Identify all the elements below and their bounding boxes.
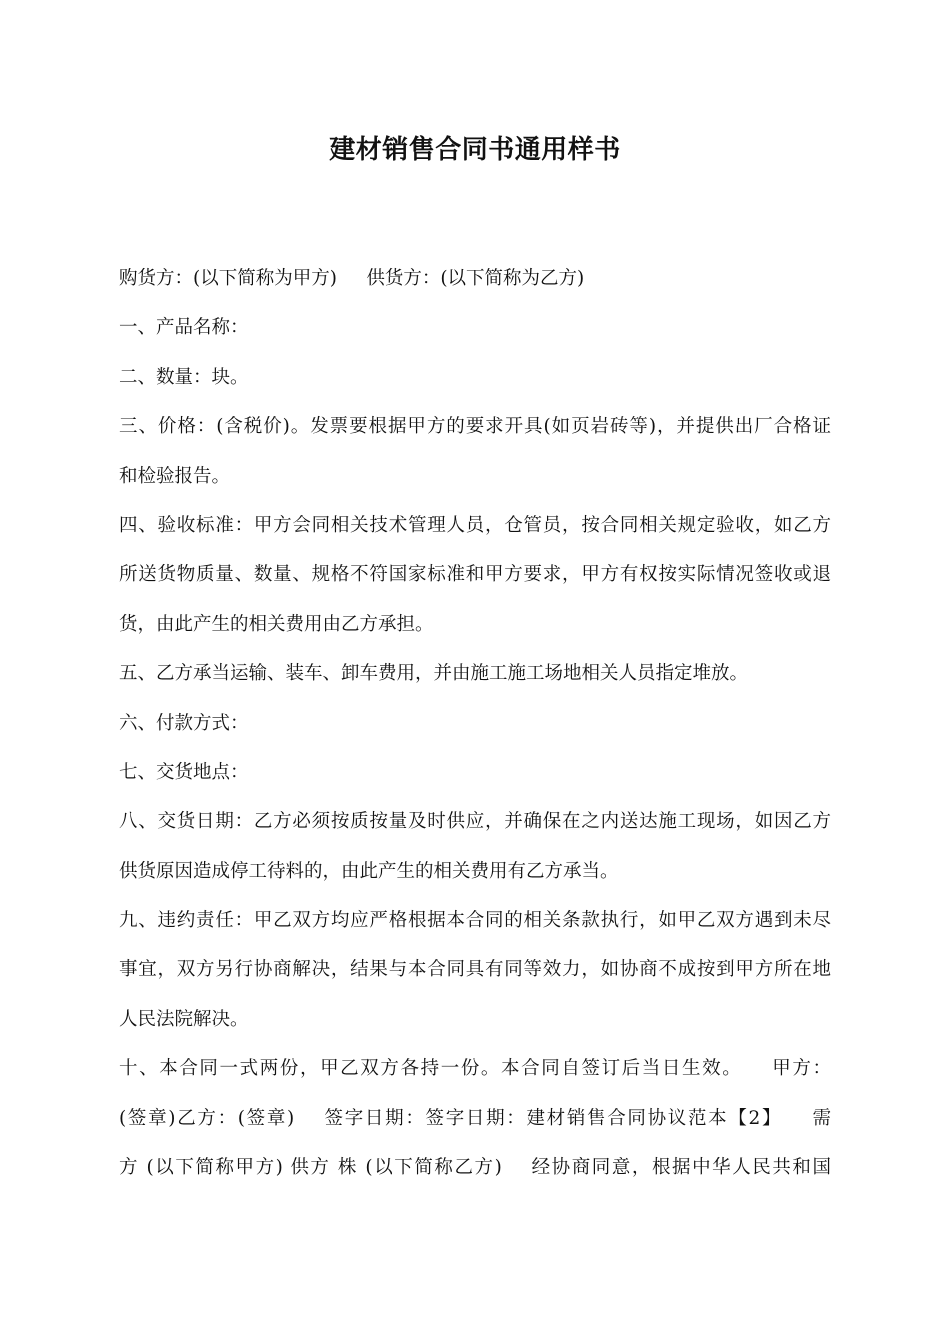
clause-3-price-line-1: 三、价格：(含税价)。发票要根据甲方的要求开具(如页岩砖等)，并提供出厂合格证 — [119, 416, 831, 438]
clause-3-price-line-2: 和检验报告。 — [119, 465, 231, 487]
contract-body — [119, 254, 831, 1192]
clause-6-payment: 六、付款方式： — [119, 712, 249, 734]
clause-9-liability-line-2: 事宜，双方另行协商解决，结果与本合同具有同等效力，如协商不成按到甲方所在地 — [119, 959, 831, 981]
clause-10-copies-line-3: 方 (以下简称甲方) 供方 株 (以下简称乙方) 经协商同意，根据中华人民共和国 — [119, 1157, 831, 1179]
clause-5-transport: 五、乙方承当运输、装车、卸车费用，并由施工施工场地相关人员指定堆放。 — [119, 663, 749, 685]
clause-1-product-name: 一、产品名称： — [119, 317, 249, 339]
clause-4-acceptance-line-3: 货，由此产生的相关费用由乙方承担。 — [119, 613, 434, 635]
clause-7-delivery-place: 七、交货地点： — [119, 761, 249, 783]
clause-8-delivery-date-line-1: 八、交货日期：乙方必须按质按量及时供应，并确保在之内送达施工现场，如因乙方 — [119, 811, 831, 833]
clause-10-copies-line-1: 十、本合同一式两份，甲乙双方各持一份。本合同自签订后当日生效。 甲方： — [119, 1058, 831, 1080]
document-title: 建材销售合同书通用样书 — [329, 135, 621, 165]
clause-9-liability-line-3: 人民法院解决。 — [119, 1008, 249, 1030]
clause-8-delivery-date-line-2: 供货原因造成停工待料的，由此产生的相关费用有乙方承当。 — [119, 860, 619, 882]
parties-line: 购货方：(以下简称为甲方) 供货方：(以下简称为乙方) — [119, 268, 585, 289]
clause-4-acceptance-line-1: 四、验收标准：甲方会同相关技术管理人员，仓管员，按合同相关规定验收，如乙方 — [119, 514, 831, 536]
clause-10-copies-line-2: (签章)乙方：(签章) 签字日期：签字日期：建材销售合同协议范本【2】 需 — [119, 1107, 831, 1129]
clause-4-acceptance-line-2: 所送货物质量、数量、规格不符国家标准和甲方要求，甲方有权按实际情况签收或退 — [119, 564, 831, 586]
clause-2-quantity: 二、数量：块。 — [119, 366, 249, 388]
clause-9-liability-line-1: 九、违约责任：甲乙双方均应严格根据本合同的相关条款执行，如甲乙双方遇到未尽 — [119, 910, 831, 932]
